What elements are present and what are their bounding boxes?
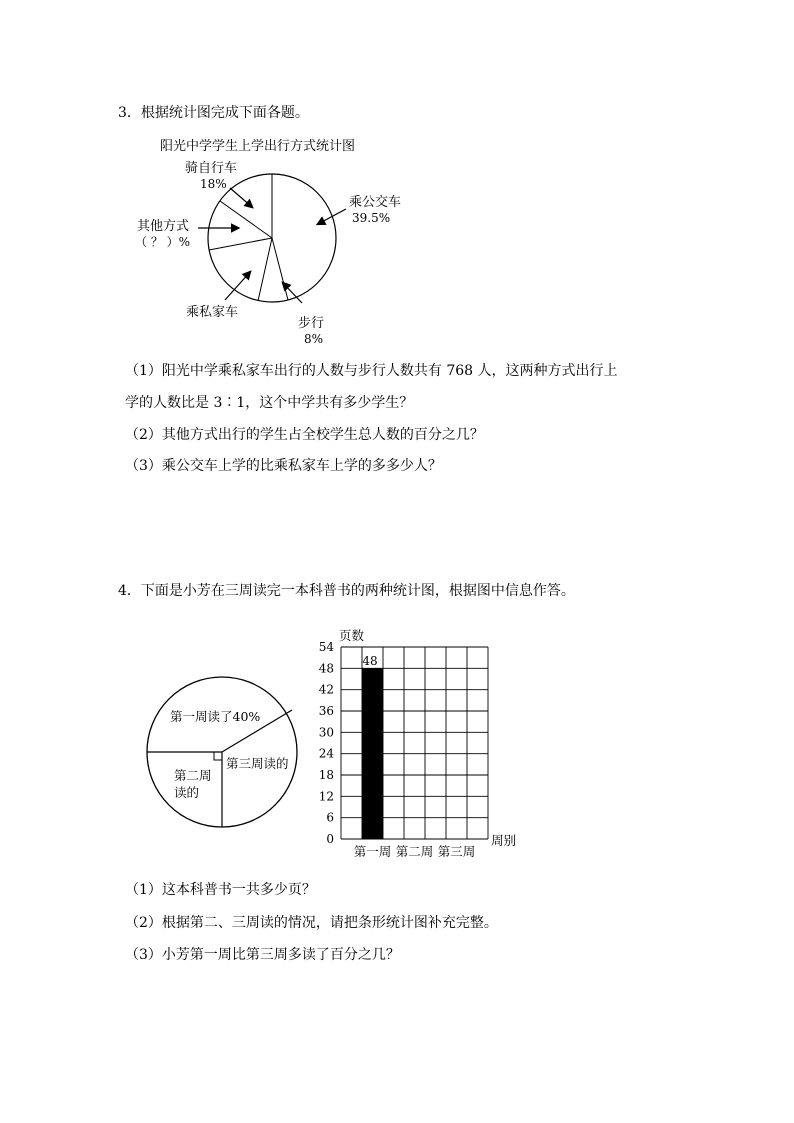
x-tick-label: 第一周 [353,844,392,859]
arrow-bike [230,188,252,207]
y-tick-label: 6 [326,810,334,825]
reading-pie-figure [140,670,300,835]
label-week3: 第三周读的 [226,756,289,771]
y-tick-label: 24 [318,746,334,761]
q4-question-3: （3）小芳第一周比第三周多读了百分之几？ [125,947,400,963]
label-bus-pct: 39.5% [352,211,391,225]
arrow-car [225,272,250,300]
right-angle-mark [214,752,222,760]
arrow-bus [318,209,346,224]
bars [362,668,383,839]
bar-1 [362,668,383,839]
q3-heading: 3．根据统计图完成下面各题。 [118,105,309,121]
q3-question-1-line1: （1）阳光中学乘私家车出行的人数与步行人数共有 768 人，这两种方式出行上 [125,363,618,379]
pie-divider [220,201,272,238]
pie-divider [272,238,288,300]
label-car: 乘私家车 [186,305,239,320]
q3-question-3: （3）乘公交车上学的比乘私家车上学的多多少人？ [125,458,442,474]
pages-bar-chart [300,620,540,865]
y-tick-label: 12 [318,789,334,804]
x-tick-label: 第二周 [395,844,434,859]
label-bus: 乘公交车 [349,195,402,210]
q4-heading: 4．下面是小芳在三周读完一本科普书的两种统计图，根据图中信息作答。 [118,583,575,599]
x-axis-label: 周别 [491,833,517,848]
y-tick-label: 54 [318,640,334,654]
y-tick-label: 18 [318,768,334,782]
q3-question-1-line2: 学的人数比是 3∶1，这个中学共有多少学生？ [125,395,414,411]
y-axis-label: 页数 [339,628,365,643]
label-walk-pct: 8% [304,332,324,346]
q3-question-2: （2）其他方式出行的学生占全校学生总人数的百分之几？ [125,427,484,443]
y-tick-label: 48 [318,661,334,676]
label-week2-line2: 读的 [174,785,200,800]
q4-question-2: （2）根据第二、三周读的情况，请把条形统计图补充完整。 [125,915,498,931]
travel-mode-pie-figure [0,130,460,350]
x-tick-labels [354,844,476,859]
label-other-pct: （ ？ ）% [135,235,191,249]
label-other: 其他方式 [137,219,190,234]
q4-question-1: （1）这本科普书一共多少页？ [125,882,316,898]
label-bike-pct: 18% [200,177,227,191]
label-walk: 步行 [298,316,325,331]
label-week1: 第一周读了40% [170,709,261,724]
pie-divider [258,238,272,301]
x-tick-label: 第三周 [437,844,476,859]
y-tick-label: 0 [326,832,334,846]
label-week2-line1: 第二周 [174,768,212,783]
bar-value-label: 48 [362,654,378,668]
y-tick-label: 30 [318,725,334,740]
pie-title: 阳光中学学生上学出行方式统计图 [160,139,356,154]
label-bike: 骑自行车 [185,161,238,176]
y-tick-label: 42 [318,682,334,697]
pie-divider [209,238,272,250]
y-tick-labels [319,640,335,846]
y-tick-label: 36 [318,704,334,718]
